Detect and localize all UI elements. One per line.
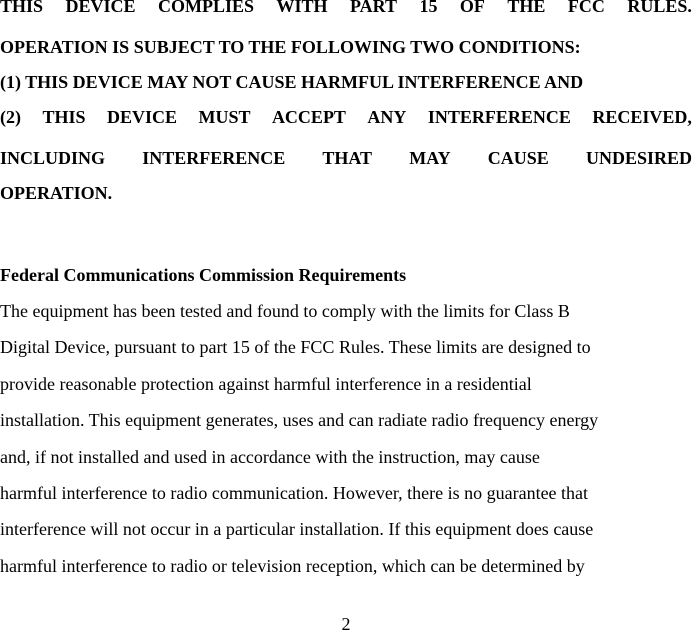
body-line-5: and, if not installed and used in accordance with the instruction, may cause [0, 447, 540, 467]
body-line-6: harmful interference to radio communication. However, there is no guarantee that [0, 483, 589, 503]
notice-line-5: INCLUDING INTERFERENCE THAT MAY CAUSE UNDESIRED [0, 148, 692, 168]
body-line-3: provide reasonable protection against harmful interference in a residential [0, 374, 532, 394]
page-number: 2 [341, 614, 351, 634]
notice-line-6: OPERATION. [0, 183, 113, 203]
body-line-8: harmful interference to radio or television reception, which can be determined by [0, 556, 585, 576]
notice-line-2: OPERATION IS SUBJECT TO THE FOLLOWING TWO CONDITIONS: [0, 37, 581, 57]
notice-line-4: (2) THIS DEVICE MUST ACCEPT ANY INTERFERENCE RECEIVED, [0, 107, 692, 127]
section-heading: Federal Communications Commission Requirements [0, 265, 407, 285]
body-line-2: Digital Device, pursuant to part 15 of the FCC Rules. These limits are designed to [0, 337, 591, 357]
body-line-7: interference will not occur in a particular installation. If this equipment does cause [0, 519, 594, 539]
notice-line-3: (1) THIS DEVICE MAY NOT CAUSE HARMFUL INTERFERENCE AND [0, 72, 584, 92]
body-line-4: installation. This equipment generates, uses and can radiate radio frequency energy [0, 410, 599, 430]
body-line-1: The equipment has been tested and found to comply with the limits for Class B [0, 301, 570, 321]
notice-line-1: THIS DEVICE COMPLIES WITH PART 15 OF THE FCC RULES. [0, 0, 692, 16]
